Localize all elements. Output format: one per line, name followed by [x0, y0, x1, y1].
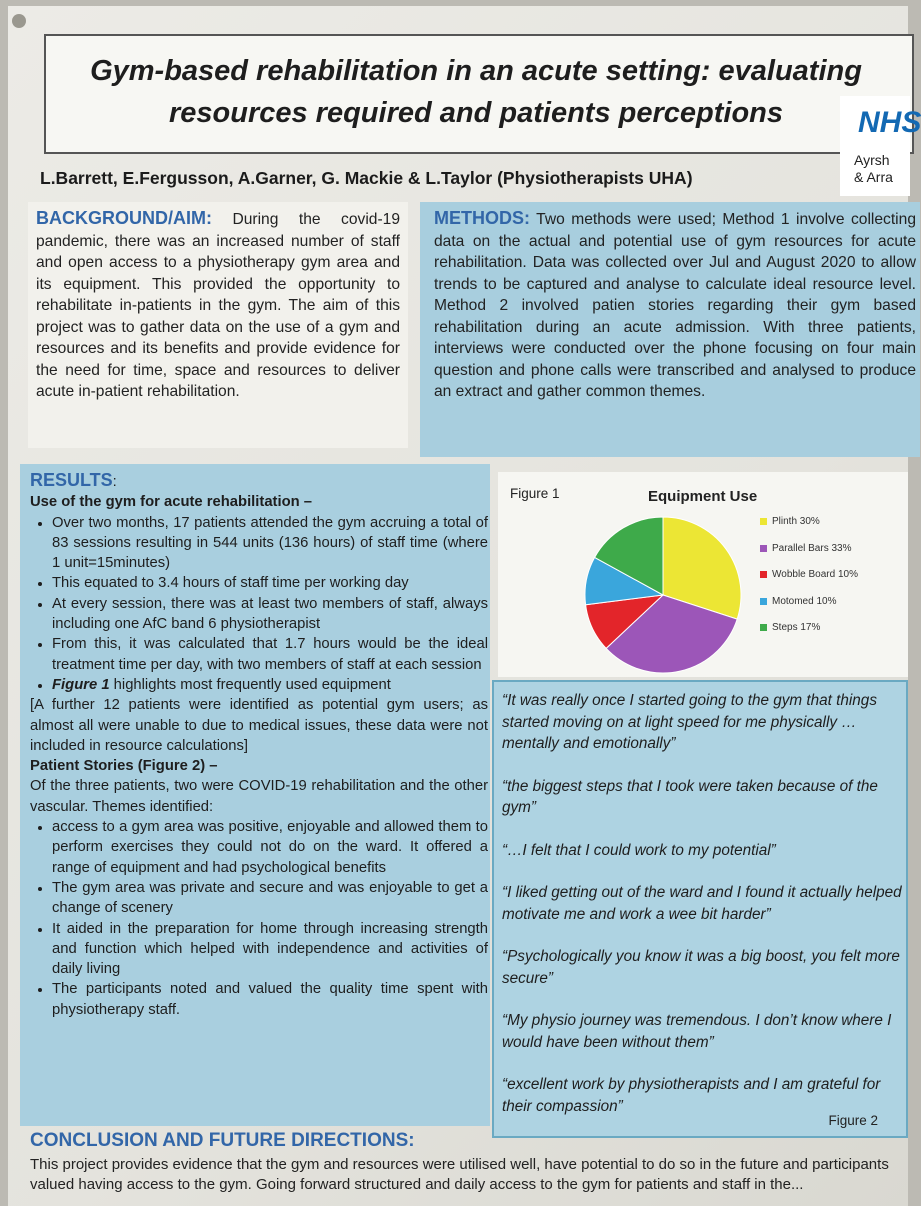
authors: L.Barrett, E.Fergusson, A.Garner, G. Mackie & L.Taylor (Physiotherapists UHA): [40, 168, 693, 188]
gym-use-list: [30, 513, 488, 696]
conclusion-section: [30, 1131, 910, 1195]
poster-title: Gym-based rehabilitation in an acute setting: evaluating resources required and patients perceptions: [90, 55, 862, 129]
patient-quote: “Psychologically you know it was a big boost, you felt more secure”: [502, 948, 900, 987]
patient-quote: “…I felt that I could work to my potential”: [502, 841, 776, 859]
figure-2-label: Figure 2: [828, 1113, 878, 1128]
methods-heading: METHODS:: [434, 208, 530, 228]
list-item-figure-1: [52, 675, 488, 695]
patient-quote: “My physio journey was tremendous. I don’t know where I would have been without them”: [502, 1012, 892, 1051]
background-heading: BACKGROUND/AIM:: [36, 208, 212, 228]
legend-label-wobble-board: Wobble Board 10%: [772, 569, 858, 580]
figure-2-quotes-panel: [492, 680, 908, 1138]
conclusion-heading: CONCLUSION AND FUTURE DIRECTIONS:: [30, 1130, 415, 1151]
results-heading: RESULTS: [30, 470, 113, 490]
figure-1-reference-text: highlights most frequently used equipment: [109, 676, 391, 693]
results-note: [A further 12 patients were identified as potential gym users; as almost all were unable to due to medical issues, these data were not included in resource calculations]: [30, 697, 488, 754]
nhs-logo-subtitle-line2: & Arra: [854, 169, 893, 185]
legend-label-plinth: Plinth 30%: [772, 516, 820, 527]
list-item: • The gym area was private and secure and was enjoyable to get a change of scenery: [52, 878, 488, 919]
methods-text: [434, 208, 916, 403]
legend-swatch-motomed: [760, 598, 767, 605]
legend-swatch-wobble-board: [760, 571, 767, 578]
legend-label-steps: Steps 17%: [772, 622, 821, 633]
nhs-logo-subtitle: [854, 152, 893, 186]
legend-swatch-parallel-bars: [760, 545, 767, 552]
list-item: • From this, it was calculated that 1.7 hours would be the ideal treatment time per day, with two members of staff at each session: [52, 634, 488, 675]
background-body: During the covid-19 pandemic, there was an increased number of staff and open access to a physiotherapy gym area and its equipment. This provided the opportunity to rehabilitate in-patients in the gym. The aim of this project was to gather data on the use of a gym and resources and its benefits and provide evidence for the need for time, space and resources to deliver acute in-patient rehabilitation.: [36, 211, 400, 400]
patient-quote: “the biggest steps that I took were taken because of the gym”: [502, 777, 878, 816]
themes-list: [30, 817, 488, 1020]
figure-1-reference: Figure 1: [52, 676, 110, 693]
poster: [8, 6, 921, 1206]
pin-icon: [12, 14, 26, 28]
quotes-list: [502, 690, 902, 1138]
list-item: • At every session, there was at least two members of staff, always including one AfC band 6 physiotherapist: [52, 594, 488, 635]
list-item: • access to a gym area was positive, enjoyable and allowed them to perform exercises they could not do on the ward. It offered a range of equipment and had psychological benefits: [52, 817, 488, 878]
legend-label-motomed: Motomed 10%: [772, 596, 837, 607]
background-text: [36, 208, 400, 403]
title-box: [44, 34, 914, 154]
legend-swatch-plinth: [760, 518, 767, 525]
patient-quote: “It was really once I started going to the gym that things started moving on at light speed for me physically …mentally and emotionally”: [502, 692, 877, 752]
conclusion-body: This project provides evidence that the gym and resources were utilised well, have potential to do so in the future and participants valued having access to the gym. Going forward structured and daily access to the gym for patients and staff in the...: [30, 1156, 889, 1193]
results-subheading-patient-stories: Patient Stories (Figure 2) –: [30, 758, 218, 775]
nhs-logo: [840, 96, 921, 196]
results-heading-colon: :: [112, 474, 117, 490]
results-content: [30, 470, 488, 1020]
patient-quote: “I liked getting out of the ward and I found it actually helped motivate me and work a wee bit harder”: [502, 884, 902, 923]
nhs-logo-text: NHS: [858, 106, 921, 139]
legend-label-parallel-bars: Parallel Bars 33%: [772, 543, 852, 554]
methods-panel: [420, 202, 920, 457]
figure-1-chart-panel: [498, 472, 908, 677]
figure-1-label: Figure 1: [510, 486, 560, 501]
patient-stories-intro: Of the three patients, two were COVID-19 rehabilitation and the other vascular. Themes identified:: [30, 778, 488, 815]
methods-body: Two methods were used; Method 1 involve collecting data on the actual and potential use of gym resources for acute rehabilitation. Data was collected over Jul and August 2020 to allow trends to be captured and analyse to calculate ideal resource level. Method 2 involved patien stories regarding their gym based rehabilitation during an acute admission. With three patients, interviews were conducted over the phone focusing on four main question and phone calls were transcribed and analysed to produce an extract and gather common themes.: [434, 211, 916, 400]
patient-quote: “excellent work by physiotherapists and I am grateful for their compassion”: [502, 1076, 881, 1115]
legend-swatch-steps: [760, 624, 767, 631]
list-item: • This equated to 3.4 hours of staff time per working day: [52, 573, 488, 593]
pie-chart: [578, 510, 748, 680]
background-panel: [28, 202, 408, 448]
list-item: • The participants noted and valued the quality time spent with physiotherapy staff.: [52, 979, 488, 1020]
nhs-logo-subtitle-line1: Ayrsh: [854, 152, 890, 168]
results-subheading-gym-use: Use of the gym for acute rehabilitation –: [30, 494, 313, 511]
results-panel: [20, 464, 490, 1126]
list-item: • Over two months, 17 patients attended the gym accruing a total of 83 sessions resulting in 544 units (136 hours) of staff time (where 1 unit=15minutes): [52, 513, 488, 574]
list-item: • It aided in the preparation for home through increasing strength and function which helped with independence and activities of daily living: [52, 919, 488, 980]
results-heading-row: [30, 470, 488, 492]
chart-title: Equipment Use: [648, 488, 758, 505]
